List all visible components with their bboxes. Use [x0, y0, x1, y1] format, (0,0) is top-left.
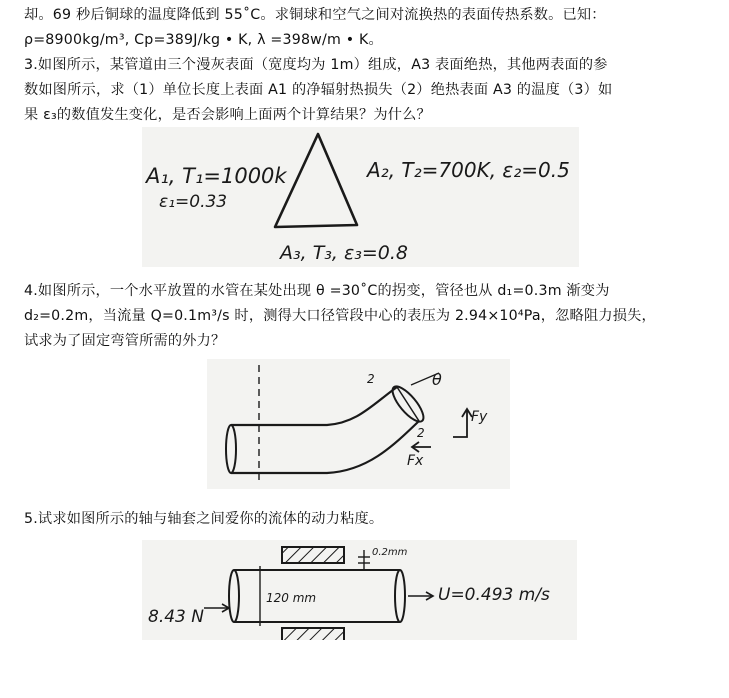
label-a3: A₃, T₃, ε₃=0.8	[280, 242, 409, 264]
label-fx: Fx	[407, 453, 424, 469]
label-a1: A₁, T₁=1000k	[146, 164, 287, 188]
label-2-top: 2	[367, 372, 375, 386]
label-a2: A₂, T₂=700K, ε₂=0.5	[367, 158, 570, 182]
text-line-4: 数如图所示，求（1）单位长度上表面 A1 的净辐射热损失（2）绝热表面 A3 的温度（3）如	[24, 82, 613, 98]
figure-bent-pipe	[207, 359, 510, 489]
label-fy: Fy	[471, 409, 488, 425]
pipe-top-wall	[231, 387, 397, 425]
pipe-sketch	[207, 359, 510, 489]
shaft-right-end	[395, 570, 405, 622]
figure-triangle	[142, 127, 579, 267]
shaft-sketch	[142, 540, 577, 640]
triangle-sketch	[142, 127, 579, 267]
label-gap: 0.2mm	[372, 547, 408, 558]
text-line-2: ρ=8900kg/m³, Cp=389J/kg • K, λ =398w/m • K。	[24, 32, 383, 48]
figure-shaft-sleeve	[142, 540, 577, 640]
label-force: 8.43 N	[148, 607, 204, 627]
text-line-8: 试求为了固定弯管所需的外力？	[24, 333, 226, 349]
fy-arrow	[453, 411, 467, 437]
sleeve-bottom	[282, 628, 344, 640]
sleeve-top	[282, 547, 344, 563]
text-line-5: 果 ε₃的数值发生变化，是否会影响上面两个计算结果？为什么？	[24, 107, 431, 123]
label-e1: ε₁=0.33	[159, 192, 228, 212]
label-velocity: U=0.493 m/s	[438, 585, 550, 605]
text-line-9: 5.试求如图所示的轴与轴套之间爱你的流体的动力粘度。	[24, 511, 384, 527]
label-length: 120 mm	[266, 591, 317, 605]
label-theta: θ	[432, 370, 442, 389]
shaft-left-end	[229, 570, 239, 622]
text-line-6: 4.如图所示，一个水平放置的水管在某处出现 θ =30˚C的拐变，管径也从 d₁=0.3m 渐变为	[24, 283, 610, 299]
triangle-shape	[275, 134, 357, 227]
text-line-1: 却。69 秒后铜球的温度降低到 55˚C。求铜球和空气之间对流换热的表面传热系数。已知：	[24, 7, 606, 23]
text-line-7: d₂=0.2m，当流量 Q=0.1m³/s 时，测得大口径管段中心的表压为 2.94×10⁴Pa，忽略阻力损失，	[24, 308, 656, 324]
pipe-inlet-end	[226, 425, 236, 473]
text-line-3: 3.如图所示，某管道由三个漫灰表面（宽度均为 1m）组成，A3 表面绝热，其他两表面的参	[24, 57, 608, 73]
label-2-bottom: 2	[417, 426, 425, 440]
